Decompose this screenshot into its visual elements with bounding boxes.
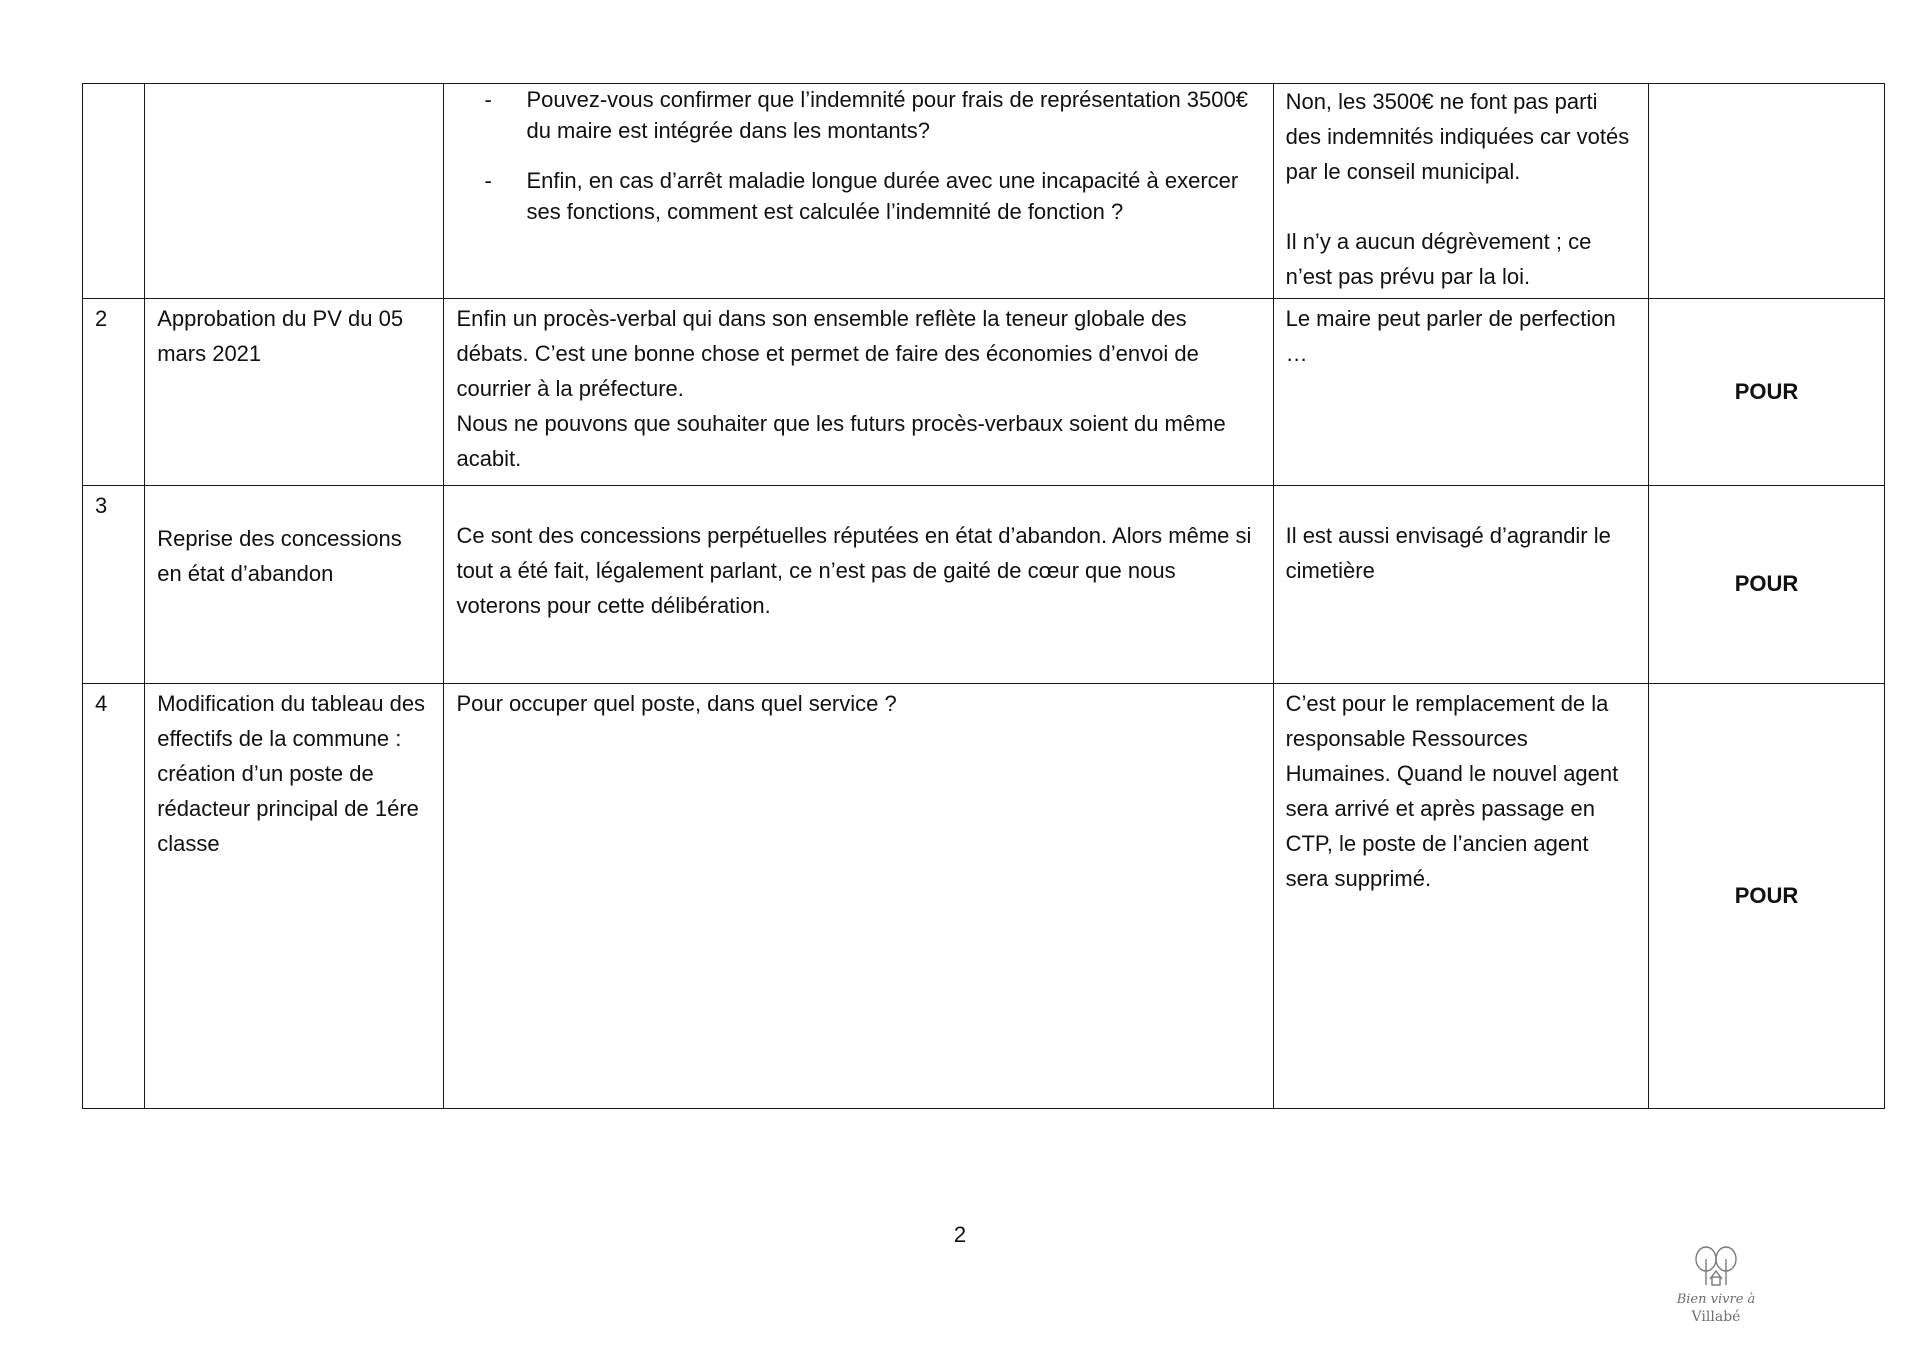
- svg-text:Villabé: Villabé: [1691, 1309, 1741, 1325]
- question-item: - Pouvez-vous confirmer que l’indemnité pour frais de représentation 3500€ du maire est intégrée dans les montants?: [526, 84, 1260, 146]
- table-row: [83, 486, 1885, 684]
- row-number: 4: [83, 684, 145, 1109]
- table-row: [83, 684, 1885, 1109]
- row-answer: C’est pour le remplacement de la responsable Ressources Humaines. Quand le nouvel agent sera arrivé et après passage en CTP, le poste de l’ancien agent sera supprimé.: [1273, 684, 1648, 1109]
- answer-paragraph: Il n’y a aucun dégrèvement ; ce n’est pas prévu par la loi.: [1285, 229, 1592, 289]
- row-comment: [444, 299, 1273, 486]
- comment-paragraph: Nous ne pouvons que souhaiter que les futurs procès-verbaux soient du même acabit.: [456, 411, 1226, 471]
- row-vote: [1648, 84, 1884, 299]
- question-list: [456, 84, 1260, 227]
- row-answer: Le maire peut parler de perfection …: [1273, 299, 1648, 486]
- paragraph-gap: [1286, 189, 1636, 224]
- row-number: [83, 84, 145, 299]
- row-comment: Ce sont des concessions perpétuelles réputées en état d’abandon. Alors même si tout a été fait, légalement parlant, ce n’est pas de gaité de cœur que nous voterons pour cette délibération.: [444, 486, 1273, 684]
- vote-result: POUR: [1648, 684, 1884, 1109]
- comment-paragraph: Enfin un procès-verbal qui dans son ensemble reflète la teneur globale des débats. C’est une bonne chose et permet de faire des économies d’envoi de courrier à la préfecture.: [456, 306, 1199, 401]
- row-answer: [1273, 84, 1648, 299]
- row-questions: [444, 84, 1273, 299]
- row-subject: Approbation du PV du 05 mars 2021: [145, 299, 444, 486]
- svg-text:Bien vivre à: Bien vivre à: [1676, 1292, 1756, 1307]
- row-number: 2: [83, 299, 145, 486]
- row-answer: Il est aussi envisagé d’agrandir le cimetière: [1273, 486, 1648, 684]
- deliberations-table: [82, 83, 1885, 1109]
- vote-result: POUR: [1648, 299, 1884, 486]
- bien-vivre-a-villabe-logo: [1668, 1245, 1764, 1327]
- answer-paragraph: Non, les 3500€ ne font pas parti des indemnités indiquées car votés par le conseil municipal.: [1285, 89, 1630, 184]
- vote-result: POUR: [1648, 486, 1884, 684]
- row-subject: [145, 84, 444, 299]
- page-number: 2: [953, 1222, 967, 1247]
- table-row: [83, 299, 1885, 486]
- table-row: [83, 84, 1885, 299]
- question-item: - Enfin, en cas d’arrêt maladie longue durée avec une incapacité à exercer ses fonctions, comment est calculée l’indemnité de fonction ?: [526, 165, 1260, 227]
- row-subject: Modification du tableau des effectifs de la commune : création d’un poste de rédacteur principal de 1ére classe: [145, 684, 444, 1109]
- row-number: 3: [83, 486, 145, 684]
- row-subject: Reprise des concessions en état d’abandon: [145, 486, 444, 684]
- row-comment: Pour occuper quel poste, dans quel service ?: [444, 684, 1273, 1109]
